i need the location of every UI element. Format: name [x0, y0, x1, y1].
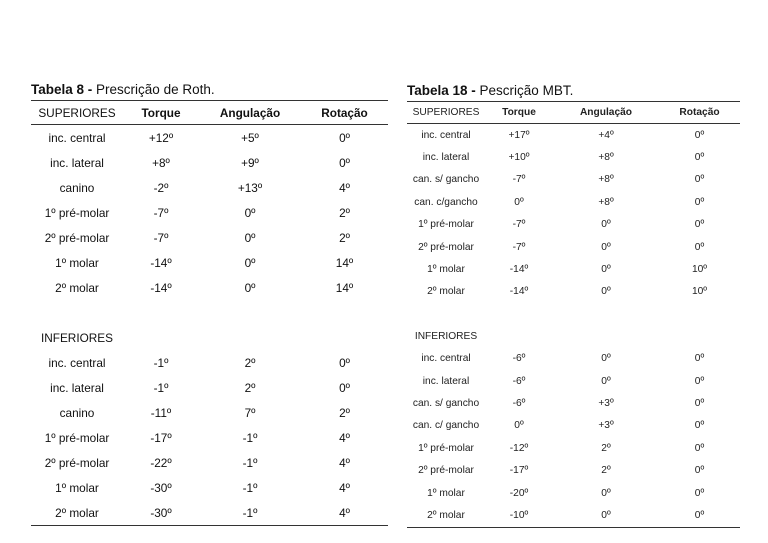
- torque-cell: -1º: [153, 355, 169, 370]
- table-row: [407, 370, 740, 392]
- column-header-rotacao: Rotação: [679, 107, 720, 118]
- table-row: [31, 350, 388, 375]
- tooth-cell: inc. lateral: [50, 380, 104, 395]
- angulacao-cell: +8º: [598, 174, 614, 186]
- tooth-cell: 1º molar: [55, 255, 99, 270]
- rotacao-cell: 0º: [339, 155, 350, 170]
- torque-cell: -14º: [509, 286, 529, 298]
- tooth-cell: 1º pré-molar: [418, 442, 474, 454]
- torque-cell: -1º: [153, 380, 169, 395]
- angulacao-cell: +13º: [237, 180, 263, 195]
- section-header-inferiores: [407, 325, 740, 347]
- angulacao-cell: 0º: [601, 219, 611, 231]
- caption-number: Tabela 18 -: [407, 83, 476, 98]
- bottom-rule: [31, 525, 388, 526]
- torque-cell: +8º: [152, 155, 170, 170]
- table-row: [31, 225, 388, 250]
- torque-cell: -6º: [512, 397, 526, 409]
- bottom-rule: [407, 527, 740, 528]
- tooth-cell: 2º molar: [55, 280, 99, 295]
- angulacao-cell: -1º: [242, 505, 258, 520]
- rotacao-cell: 4º: [339, 180, 350, 195]
- angulacao-cell: 0º: [244, 255, 256, 270]
- table-row: [31, 200, 388, 225]
- torque-cell: -7º: [153, 230, 169, 245]
- table-caption: [407, 81, 740, 101]
- tooth-cell: inc. central: [48, 355, 106, 370]
- rotacao-cell: 0º: [694, 219, 705, 231]
- torque-cell: -22º: [150, 455, 172, 470]
- rotacao-cell: 0º: [694, 196, 705, 208]
- rotacao-cell: 0º: [694, 152, 705, 164]
- rotacao-cell: 2º: [339, 405, 350, 420]
- section-gap: [407, 303, 740, 325]
- tooth-cell: 2º pré-molar: [418, 465, 474, 477]
- table-row: [407, 281, 740, 303]
- rotacao-cell: 0º: [694, 465, 705, 477]
- table-row: [31, 250, 388, 275]
- table-row: [407, 482, 740, 504]
- tooth-cell: can. c/gancho: [414, 196, 478, 208]
- angulacao-cell: +8º: [598, 196, 614, 208]
- torque-cell: -10º: [509, 509, 529, 521]
- torque-cell: -14º: [509, 264, 529, 276]
- table-row: [407, 191, 740, 213]
- rotacao-cell: 14º: [335, 255, 354, 270]
- tooth-cell: can. c/ gancho: [412, 420, 480, 432]
- section-label-inferiores: INFERIORES: [414, 330, 478, 342]
- tooth-cell: 1º pré-molar: [418, 219, 474, 231]
- tooth-cell: inc. lateral: [422, 152, 470, 164]
- tooth-cell: 2º molar: [427, 509, 465, 521]
- rotacao-cell: 0º: [339, 380, 350, 395]
- tooth-cell: 1º molar: [427, 487, 465, 499]
- torque-cell: -20º: [509, 487, 529, 499]
- angulacao-cell: 2º: [601, 442, 611, 454]
- section-header-inferiores: [31, 325, 388, 350]
- tooth-cell: 1º molar: [427, 264, 465, 276]
- table-row: [407, 146, 740, 168]
- rotacao-cell: 10º: [691, 264, 708, 276]
- angulacao-cell: 0º: [244, 205, 256, 220]
- torque-cell: -7º: [512, 174, 526, 186]
- table-row: [407, 392, 740, 414]
- section-label-inferiores: INFERIORES: [40, 330, 114, 345]
- inferiores-rows: [31, 350, 388, 525]
- tooth-cell: inc. lateral: [50, 155, 104, 170]
- angulacao-cell: 0º: [601, 375, 611, 387]
- tooth-cell: can. s/ gancho: [412, 174, 480, 186]
- torque-cell: -12º: [509, 442, 529, 454]
- angulacao-cell: 7º: [244, 405, 256, 420]
- caption-number: Tabela 8 -: [31, 82, 93, 97]
- rotacao-cell: 14º: [335, 280, 354, 295]
- tooth-cell: 2º molar: [55, 505, 99, 520]
- angulacao-cell: +3º: [598, 420, 614, 432]
- angulacao-cell: +8º: [598, 152, 614, 164]
- section-gap: [31, 300, 388, 325]
- table-row: [407, 124, 740, 146]
- torque-cell: -2º: [153, 180, 169, 195]
- caption-text: Pescrição MBT.: [479, 83, 574, 98]
- angulacao-cell: 0º: [601, 353, 611, 365]
- rotacao-cell: 0º: [694, 397, 705, 409]
- table-caption: [31, 80, 388, 100]
- rotacao-cell: 0º: [339, 355, 350, 370]
- column-header-angulacao: Angulação: [579, 107, 633, 118]
- superiores-rows: [407, 124, 740, 303]
- column-header-torque: Torque: [141, 105, 181, 120]
- tooth-cell: inc. lateral: [422, 375, 470, 387]
- rotacao-cell: 0º: [694, 241, 705, 253]
- table-row: [407, 236, 740, 258]
- column-header-angulacao: Angulação: [219, 105, 281, 120]
- table-row: [31, 175, 388, 200]
- section-label-superiores: SUPERIORES: [38, 105, 116, 120]
- tooth-cell: 2º pré-molar: [44, 455, 110, 470]
- torque-cell: 0º: [514, 420, 524, 432]
- torque-cell: -17º: [150, 430, 172, 445]
- rotacao-cell: 0º: [339, 130, 350, 145]
- angulacao-cell: -1º: [242, 430, 258, 445]
- rotacao-cell: 4º: [339, 480, 350, 495]
- mbt-prescription-table: [407, 81, 740, 528]
- superiores-rows: [31, 125, 388, 300]
- angulacao-cell: 2º: [244, 355, 256, 370]
- torque-cell: +10º: [508, 152, 530, 164]
- roth-prescription-table: [31, 80, 388, 526]
- angulacao-cell: 2º: [601, 465, 611, 477]
- rotacao-cell: 0º: [694, 442, 705, 454]
- section-label-superiores: SUPERIORES: [412, 107, 480, 118]
- table-row: [407, 504, 740, 526]
- rotacao-cell: 0º: [694, 353, 705, 365]
- rotacao-cell: 10º: [691, 286, 708, 298]
- rotacao-cell: 0º: [694, 487, 705, 499]
- table-row: [407, 214, 740, 236]
- torque-cell: -17º: [509, 465, 529, 477]
- torque-cell: -7º: [512, 241, 526, 253]
- angulacao-cell: 0º: [601, 487, 611, 499]
- angulacao-cell: 0º: [601, 286, 611, 298]
- header-row: [407, 102, 740, 123]
- table-row: [31, 475, 388, 500]
- angulacao-cell: 0º: [244, 230, 256, 245]
- torque-cell: -7º: [153, 205, 169, 220]
- torque-cell: -7º: [512, 219, 526, 231]
- rotacao-cell: 2º: [339, 205, 350, 220]
- column-header-rotacao: Rotação: [321, 105, 368, 120]
- inferiores-rows: [407, 348, 740, 527]
- tooth-cell: canino: [59, 180, 95, 195]
- torque-cell: -14º: [150, 255, 172, 270]
- angulacao-cell: 0º: [601, 241, 611, 253]
- table-row: [31, 125, 388, 150]
- torque-cell: -6º: [512, 375, 526, 387]
- angulacao-cell: +3º: [598, 397, 614, 409]
- table-row: [407, 348, 740, 370]
- angulacao-cell: +4º: [598, 129, 614, 141]
- torque-cell: -30º: [150, 480, 172, 495]
- tooth-cell: 2º pré-molar: [418, 241, 474, 253]
- tooth-cell: can. s/ gancho: [412, 397, 480, 409]
- header-row: [31, 101, 388, 124]
- tooth-cell: canino: [59, 405, 95, 420]
- torque-cell: -6º: [512, 353, 526, 365]
- tooth-cell: inc. central: [421, 129, 471, 141]
- table-row: [31, 150, 388, 175]
- angulacao-cell: 0º: [601, 264, 611, 276]
- angulacao-cell: 0º: [244, 280, 256, 295]
- rotacao-cell: 2º: [339, 230, 350, 245]
- tooth-cell: 1º molar: [55, 480, 99, 495]
- rotacao-cell: 0º: [694, 129, 705, 141]
- rotacao-cell: 4º: [339, 455, 350, 470]
- tooth-cell: 1º pré-molar: [44, 430, 110, 445]
- angulacao-cell: +9º: [241, 155, 259, 170]
- angulacao-cell: 0º: [601, 509, 611, 521]
- rotacao-cell: 0º: [694, 420, 705, 432]
- table-row: [31, 400, 388, 425]
- table-row: [407, 415, 740, 437]
- table-row: [407, 437, 740, 459]
- rotacao-cell: 0º: [694, 375, 705, 387]
- rotacao-cell: 4º: [339, 430, 350, 445]
- table-row: [31, 450, 388, 475]
- torque-cell: -30º: [150, 505, 172, 520]
- rotacao-cell: 0º: [694, 509, 705, 521]
- caption-text: Prescrição de Roth.: [96, 82, 215, 97]
- table-row: [407, 169, 740, 191]
- tooth-cell: 2º pré-molar: [44, 230, 110, 245]
- torque-cell: +17º: [508, 129, 530, 141]
- table-row: [31, 375, 388, 400]
- tooth-cell: 2º molar: [427, 286, 465, 298]
- column-header-torque: Torque: [502, 107, 536, 118]
- tooth-cell: 1º pré-molar: [44, 205, 110, 220]
- angulacao-cell: +5º: [241, 130, 259, 145]
- rotacao-cell: 0º: [694, 174, 705, 186]
- angulacao-cell: 2º: [244, 380, 256, 395]
- table-row: [407, 459, 740, 481]
- torque-cell: 0º: [514, 196, 524, 208]
- angulacao-cell: -1º: [242, 455, 258, 470]
- angulacao-cell: -1º: [242, 480, 258, 495]
- torque-cell: +12º: [148, 130, 174, 145]
- tooth-cell: inc. central: [48, 130, 106, 145]
- table-row: [407, 258, 740, 280]
- table-row: [31, 275, 388, 300]
- table-row: [31, 425, 388, 450]
- rotacao-cell: 4º: [339, 505, 350, 520]
- tooth-cell: inc. central: [421, 353, 471, 365]
- torque-cell: -11º: [150, 405, 172, 420]
- table-row: [31, 500, 388, 525]
- torque-cell: -14º: [150, 280, 172, 295]
